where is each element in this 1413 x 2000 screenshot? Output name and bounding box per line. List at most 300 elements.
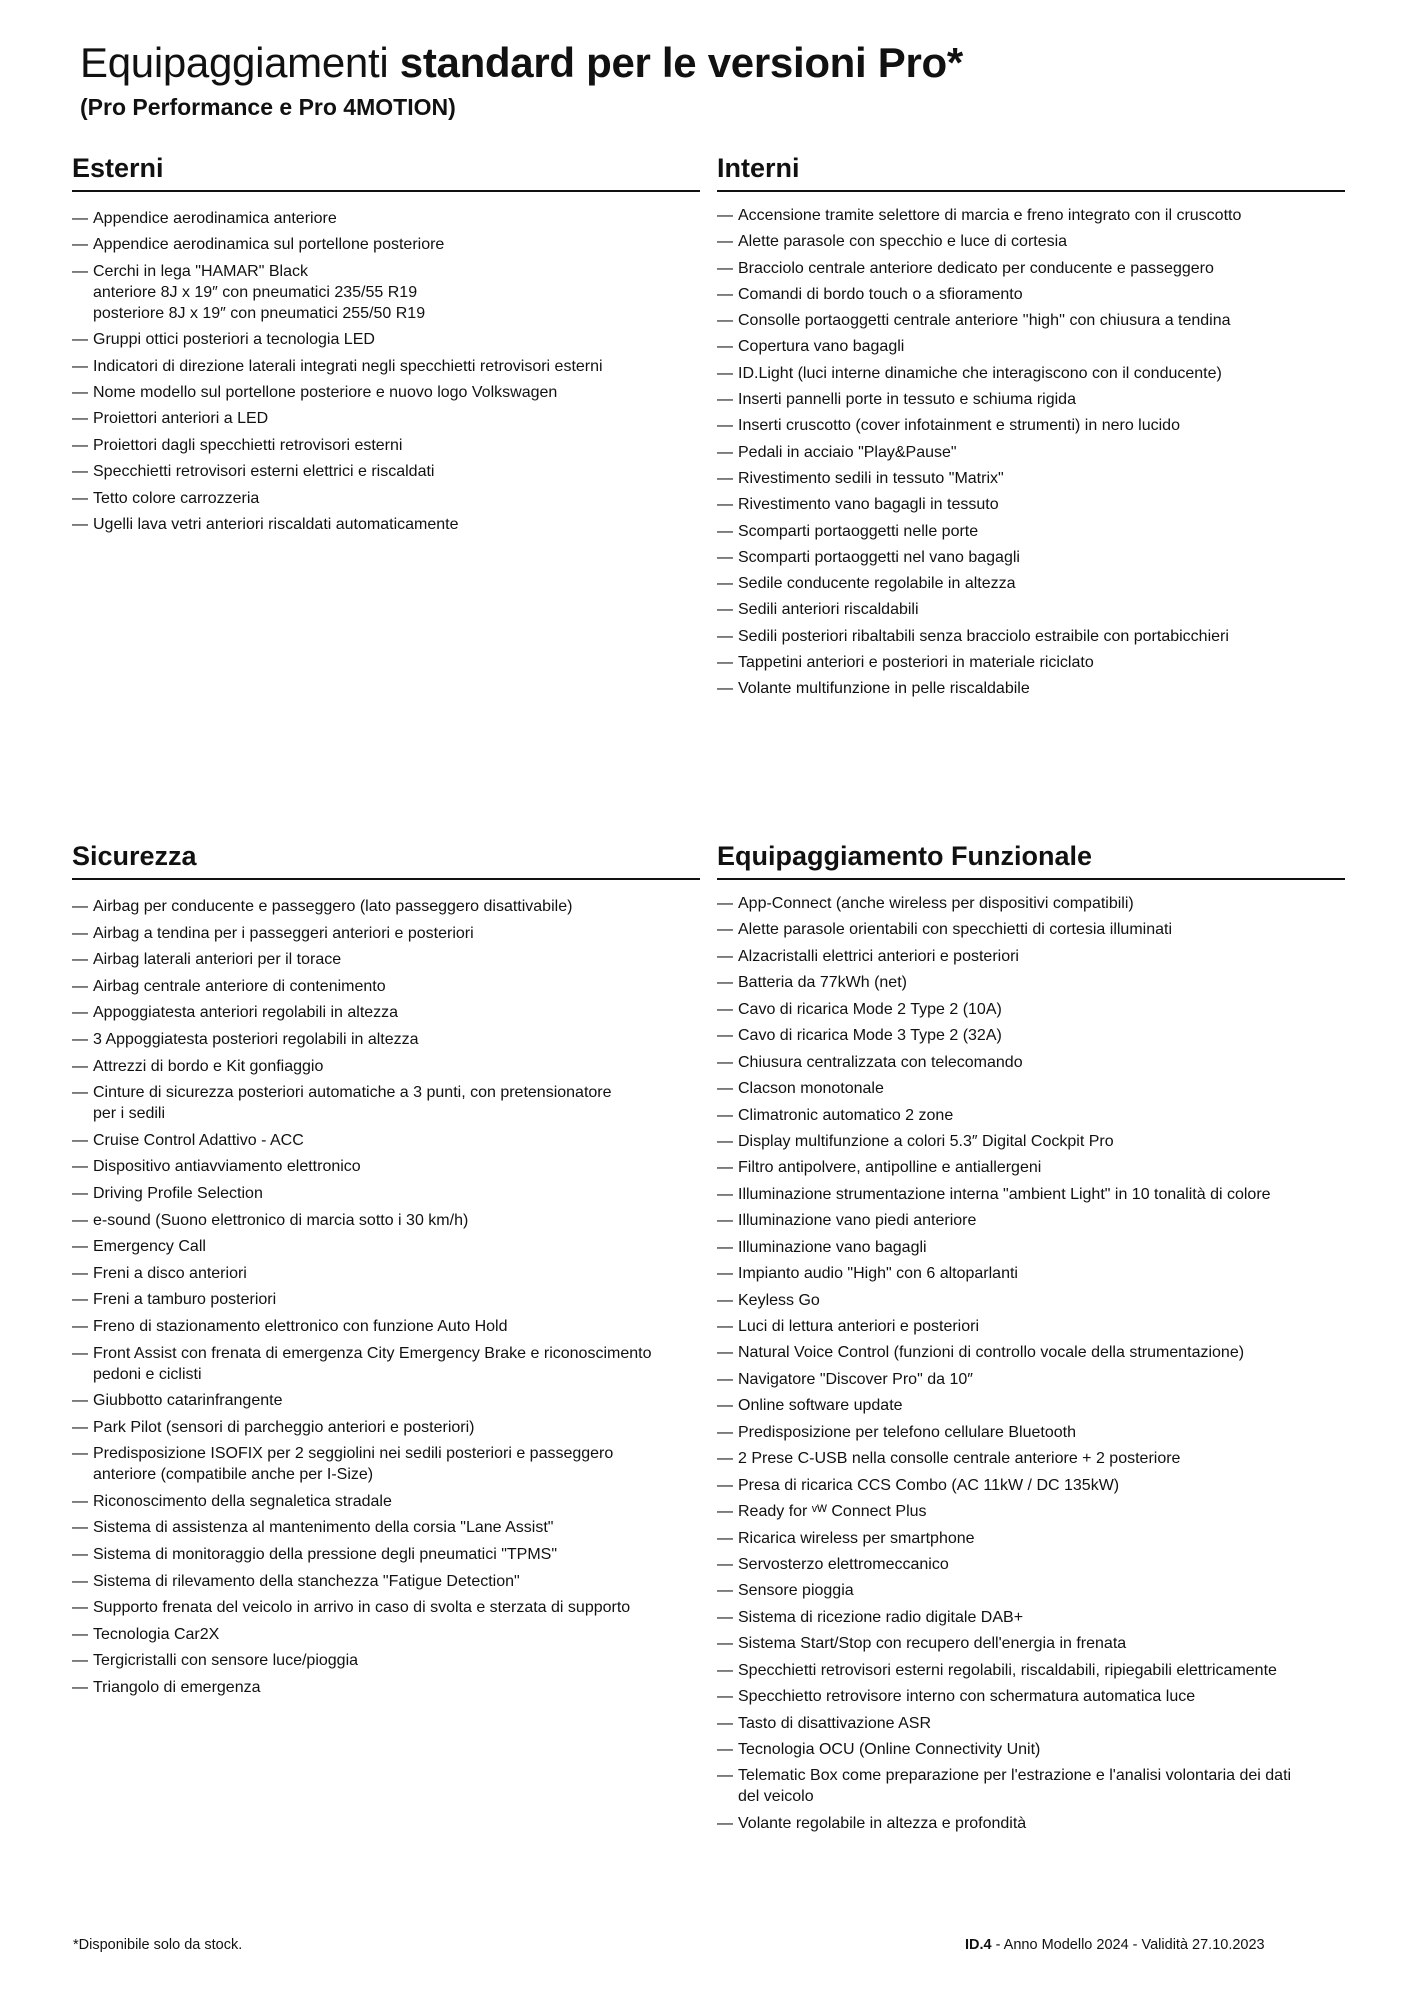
list-item — [717, 573, 1345, 594]
item-text: Luci di lettura anteriori e posteriori — [738, 1318, 980, 1335]
bullet-dash: — — [717, 654, 733, 672]
list-item — [717, 310, 1345, 331]
bullet-dash: — — [717, 259, 733, 277]
bullet-dash: — — [72, 1418, 88, 1436]
item-text: e-sound (Suono elettronico di marcia sotto i 30 km/h) — [93, 1211, 469, 1229]
item-text: Sistema Start/Stop con recupero dell'energia in frenata — [738, 1635, 1127, 1653]
list-item — [717, 1131, 1345, 1152]
item-text: Ricarica wireless per smartphone — [738, 1529, 975, 1547]
section-title-interni: Interni — [717, 150, 1345, 192]
item-text: Freni a disco anteriori — [93, 1264, 247, 1282]
item-text: Inserti cruscotto (cover infotainment e strumenti) in nero lucido — [738, 417, 1180, 435]
list-item — [72, 1130, 700, 1151]
item-text: Nome modello sul portellone posteriore e nuovo logo Volkswagen — [93, 383, 558, 401]
list-item — [717, 1184, 1345, 1205]
item-text: Sistema di monitoraggio della pressione degli pneumatici "TPMS" — [93, 1546, 558, 1564]
item-text: Sistema di ricezione radio digitale DAB+ — [738, 1608, 1024, 1626]
bullet-dash: — — [72, 436, 88, 454]
item-text: Volante multifunzione in pelle riscaldabile — [738, 680, 1030, 698]
item-text: Cruise Control Adattivo - ACC — [93, 1131, 304, 1149]
list-item — [717, 415, 1345, 436]
list-item — [717, 1105, 1345, 1126]
bullet-dash: — — [717, 1291, 733, 1309]
list-item — [72, 208, 700, 229]
item-text: Tasto di disattivazione ASR — [738, 1714, 931, 1732]
bullet-dash: — — [717, 1635, 733, 1653]
item-text: Alette parasole orientabili con specchietti di cortesia illuminati — [738, 921, 1172, 939]
list-item — [717, 1342, 1345, 1363]
item-text: Front Assist con frenata di emergenza City Emergency Brake e riconoscimento — [93, 1344, 652, 1362]
bullet-dash: — — [72, 1291, 88, 1309]
bullet-dash: — — [72, 1572, 88, 1590]
item-text: Sensore pioggia — [738, 1582, 854, 1600]
list-item — [72, 435, 700, 456]
list-item — [717, 1369, 1345, 1390]
bullet-dash: — — [717, 680, 733, 698]
list-item — [717, 1395, 1345, 1416]
item-text: Consolle portaoggetti centrale anteriore ''high'' con chiusura a tendina — [738, 312, 1231, 330]
list-item — [717, 599, 1345, 620]
bullet-dash: — — [72, 489, 88, 507]
list-item — [717, 1263, 1345, 1284]
list-item — [72, 1443, 700, 1485]
bullet-dash: — — [717, 1318, 733, 1335]
item-text: Sedili posteriori ribaltabili senza bracciolo estraibile con portabicchieri — [738, 627, 1229, 645]
footer-info — [965, 1936, 1265, 1954]
bullet-dash: — — [717, 1423, 733, 1441]
page-title-bold: standard per le versioni Pro* — [399, 39, 963, 86]
list-item — [717, 1765, 1345, 1807]
list-item — [717, 1660, 1345, 1681]
bullet-dash: — — [72, 1238, 88, 1256]
bullet-dash: — — [717, 1132, 733, 1150]
item-text: Alette parasole con specchio e luce di cortesia — [738, 233, 1068, 251]
list-item — [717, 1607, 1345, 1628]
list-item — [717, 258, 1345, 279]
bullet-dash: — — [72, 1679, 88, 1697]
item-text: Copertura vano bagagli — [738, 338, 905, 356]
item-text: Proiettori anteriori a LED — [93, 410, 269, 428]
bullet-dash: — — [717, 601, 733, 619]
bullet-dash: — — [72, 210, 88, 227]
list-item — [717, 1501, 1345, 1522]
item-text: Scomparti portaoggetti nelle porte — [738, 522, 979, 540]
bullet-dash: — — [717, 496, 733, 514]
list-item — [72, 408, 700, 429]
bullet-dash: — — [717, 443, 733, 461]
bullet-dash: — — [72, 262, 88, 280]
bullet-dash: — — [72, 331, 88, 349]
item-text: Dispositivo antiavviamento elettronico — [93, 1158, 361, 1176]
list-item — [72, 514, 700, 535]
bullet-dash: — — [72, 1625, 88, 1643]
item-text: Triangolo di emergenza — [93, 1679, 261, 1697]
item-text: Airbag a tendina per i passeggeri anteriori e posteriori — [93, 924, 474, 942]
bullet-dash: — — [72, 1057, 88, 1075]
bullet-dash: — — [72, 1317, 88, 1335]
list-item — [717, 284, 1345, 305]
bullet-dash: — — [717, 1714, 733, 1732]
bullet-dash: — — [72, 515, 88, 533]
list-item — [72, 976, 700, 997]
section-title-funzionale: Equipaggiamento Funzionale — [717, 838, 1345, 880]
bullet-dash: — — [717, 1555, 733, 1573]
bullet-dash: — — [717, 233, 733, 251]
item-text: Appendice aerodinamica sul portellone posteriore — [93, 236, 445, 254]
item-text: Tappetini anteriori e posteriori in materiale riciclato — [738, 654, 1094, 672]
item-text: Sistema di rilevamento della stanchezza "Fatigue Detection" — [93, 1572, 520, 1590]
bullet-dash: — — [717, 364, 733, 382]
bullet-dash: — — [717, 1212, 733, 1230]
item-text: 2 Prese C-USB nella consolle centrale anteriore + 2 posteriore — [738, 1450, 1181, 1468]
item-text: Online software update — [738, 1397, 903, 1415]
item-text: Tecnologia OCU (Online Connectivity Unit) — [738, 1741, 1041, 1758]
bullet-dash: — — [72, 1546, 88, 1564]
item-text: Cerchi in lega "HAMAR" Black — [93, 262, 308, 280]
bullet-dash: — — [72, 1030, 88, 1048]
list-item — [717, 1813, 1345, 1834]
list-item — [717, 1210, 1345, 1231]
list-item — [717, 1078, 1345, 1099]
item-text: anteriore 8J x 19″ con pneumatici 235/55 R19 — [93, 283, 418, 301]
bullet-dash: — — [717, 1661, 733, 1679]
bullet-dash: — — [72, 1652, 88, 1670]
item-text: Riconoscimento della segnaletica stradale — [93, 1492, 392, 1510]
item-text: 3 Appoggiatesta posteriori regolabili in altezza — [93, 1030, 419, 1048]
list-item — [717, 1633, 1345, 1654]
bullet-dash: — — [717, 469, 733, 487]
item-text: Comandi di bordo touch o a sfioramento — [738, 285, 1023, 303]
item-text: posteriore 8J x 19″ con pneumatici 255/50 R19 — [93, 304, 426, 322]
item-text: Pedali in acciaio "Play&Pause" — [738, 443, 957, 461]
bullet-dash: — — [717, 1688, 733, 1706]
item-text: Appendice aerodinamica anteriore — [93, 210, 337, 227]
bullet-dash: — — [717, 1450, 733, 1468]
list-item — [72, 1517, 700, 1538]
item-text: Sistema di assistenza al mantenimento della corsia "Lane Assist" — [93, 1519, 554, 1537]
item-text: ID.Light (luci interne dinamiche che interagiscono con il conducente) — [738, 364, 1222, 382]
section-sicurezza — [72, 838, 700, 1704]
bullet-dash: — — [717, 1582, 733, 1600]
bullet-dash: — — [717, 312, 733, 330]
item-text: Sedili anteriori riscaldabili — [738, 601, 919, 619]
bullet-dash: — — [72, 1158, 88, 1176]
list-item — [72, 329, 700, 350]
list-item — [72, 1156, 700, 1177]
bullet-dash: — — [717, 1265, 733, 1283]
item-text: App-Connect (anche wireless per dispositivi compatibili) — [738, 895, 1134, 912]
bullet-dash: — — [717, 1000, 733, 1018]
list-item — [72, 1236, 700, 1257]
bullet-dash: — — [72, 1344, 88, 1362]
list-item — [72, 1183, 700, 1204]
list-item — [72, 488, 700, 509]
item-text: Scomparti portaoggetti nel vano bagagli — [738, 548, 1020, 566]
item-text: Illuminazione vano piedi anteriore — [738, 1212, 977, 1230]
bullet-dash: — — [717, 921, 733, 939]
bullet-dash: — — [717, 1238, 733, 1256]
list-item — [72, 1624, 700, 1645]
list-item — [72, 1056, 700, 1077]
list-item — [72, 1210, 700, 1231]
list-item — [717, 946, 1345, 967]
bullet-dash: — — [717, 1503, 733, 1521]
page-title — [80, 38, 963, 88]
list-funzionale — [717, 893, 1345, 1834]
item-text: Navigatore "Discover Pro" da 10″ — [738, 1370, 973, 1388]
list-item — [72, 1343, 700, 1385]
item-text: Supporto frenata del veicolo in arrivo in caso di svolta e sterzata di supporto — [93, 1599, 631, 1617]
item-text: Attrezzi di bordo e Kit gonfiaggio — [93, 1057, 324, 1075]
item-text: Telematic Box come preparazione per l'estrazione e l'analisi volontaria dei dati — [738, 1767, 1292, 1785]
item-text: Accensione tramite selettore di marcia e freno integrato con il cruscotto — [738, 207, 1242, 224]
list-item — [72, 1390, 700, 1411]
list-item — [72, 1263, 700, 1284]
list-item — [72, 949, 700, 970]
bullet-dash: — — [717, 1053, 733, 1071]
item-text: Freni a tamburo posteriori — [93, 1291, 277, 1309]
footer-validity: - Anno Modello 2024 - Validità 27.10.2023 — [991, 1937, 1265, 1953]
section-interni — [717, 150, 1345, 705]
bullet-dash: — — [717, 947, 733, 965]
bullet-dash: — — [72, 1492, 88, 1510]
bullet-dash: — — [717, 1741, 733, 1758]
item-text: Chiusura centralizzata con telecomando — [738, 1053, 1023, 1071]
bullet-dash: — — [717, 1370, 733, 1388]
item-text: Park Pilot (sensori di parcheggio anteriori e posteriori) — [93, 1418, 475, 1436]
list-item — [717, 1713, 1345, 1734]
bullet-dash: — — [717, 974, 733, 992]
list-item — [717, 205, 1345, 226]
section-esterni — [72, 150, 700, 540]
bullet-dash: — — [717, 1106, 733, 1124]
bullet-dash: — — [72, 898, 88, 915]
list-esterni — [72, 208, 700, 535]
item-text: Gruppi ottici posteriori a tecnologia LED — [93, 331, 375, 349]
item-text: Predisposizione ISOFIX per 2 seggiolini nei sedili posteriori e passeggero — [93, 1445, 614, 1463]
item-text: Natural Voice Control (funzioni di controllo vocale della strumentazione) — [738, 1344, 1245, 1362]
list-item — [717, 1448, 1345, 1469]
bullet-dash: — — [72, 236, 88, 254]
list-item — [717, 547, 1345, 568]
list-item — [717, 1157, 1345, 1178]
item-text: Airbag centrale anteriore di contenimento — [93, 977, 386, 995]
list-item — [72, 1571, 700, 1592]
section-funzionale — [717, 838, 1345, 1839]
list-interni — [717, 205, 1345, 699]
bullet-dash: — — [717, 1159, 733, 1177]
bullet-dash: — — [72, 1184, 88, 1202]
list-item — [72, 356, 700, 377]
bullet-dash: — — [717, 285, 733, 303]
item-text: Presa di ricarica CCS Combo (AC 11kW / DC 135kW) — [738, 1476, 1120, 1494]
list-item — [72, 1029, 700, 1050]
bullet-dash: — — [72, 1445, 88, 1463]
list-item — [72, 896, 700, 917]
item-text: Illuminazione strumentazione interna "ambient Light" in 10 tonalità di colore — [738, 1185, 1271, 1203]
list-item — [72, 234, 700, 255]
item-text: Specchietti retrovisori esterni elettrici e riscaldati — [93, 463, 435, 481]
list-item — [717, 494, 1345, 515]
bullet-dash: — — [72, 1131, 88, 1149]
item-text: Alzacristalli elettrici anteriori e posteriori — [738, 947, 1019, 965]
list-item — [717, 1528, 1345, 1549]
item-text: Tergicristalli con sensore luce/pioggia — [93, 1652, 359, 1670]
list-item — [717, 521, 1345, 542]
bullet-dash: — — [72, 463, 88, 481]
bullet-dash: — — [72, 1004, 88, 1022]
item-text: Tetto colore carrozzeria — [93, 489, 260, 507]
item-text: Volante regolabile in altezza e profondità — [738, 1814, 1027, 1832]
bullet-dash: — — [717, 1027, 733, 1045]
item-text: Inserti pannelli porte in tessuto e schiuma rigida — [738, 391, 1076, 409]
item-text: Cavo di ricarica Mode 3 Type 2 (32A) — [738, 1027, 1002, 1045]
list-item — [72, 1491, 700, 1512]
list-item — [72, 1316, 700, 1337]
item-text: Proiettori dagli specchietti retrovisori esterni — [93, 436, 403, 454]
list-item — [717, 919, 1345, 940]
list-sicurezza — [72, 896, 700, 1698]
item-text: Appoggiatesta anteriori regolabili in altezza — [93, 1004, 399, 1022]
bullet-dash: — — [72, 1392, 88, 1410]
list-item — [717, 468, 1345, 489]
list-item — [72, 1650, 700, 1671]
item-text: Servosterzo elettromeccanico — [738, 1555, 949, 1573]
bullet-dash: — — [717, 207, 733, 224]
list-item — [717, 1554, 1345, 1575]
list-item — [717, 652, 1345, 673]
bullet-dash: — — [717, 895, 733, 912]
list-item — [717, 1475, 1345, 1496]
bullet-dash: — — [72, 383, 88, 401]
bullet-dash: — — [72, 951, 88, 969]
bullet-dash: — — [717, 1476, 733, 1494]
bullet-dash: — — [72, 1519, 88, 1537]
item-text: Ready for ᵛᵂ Connect Plus — [738, 1503, 927, 1521]
item-text: Rivestimento vano bagagli in tessuto — [738, 496, 999, 514]
bullet-dash: — — [72, 1084, 88, 1102]
section-title-sicurezza: Sicurezza — [72, 838, 700, 880]
list-item — [72, 1597, 700, 1618]
list-item — [72, 1677, 700, 1698]
item-text: Climatronic automatico 2 zone — [738, 1106, 954, 1124]
item-text: del veicolo — [738, 1788, 814, 1806]
bullet-dash: — — [717, 338, 733, 356]
bullet-dash: — — [717, 417, 733, 435]
item-text: Indicatori di direzione laterali integrati negli specchietti retrovisori esterni — [93, 357, 603, 375]
bullet-dash: — — [717, 575, 733, 593]
bullet-dash: — — [717, 1080, 733, 1098]
bullet-dash: — — [717, 1814, 733, 1832]
list-item — [717, 626, 1345, 647]
bullet-dash: — — [717, 522, 733, 540]
item-text: Cinture di sicurezza posteriori automatiche a 3 punti, con pretensionatore — [93, 1084, 612, 1102]
bullet-dash: — — [72, 1599, 88, 1617]
item-text: Freno di stazionamento elettronico con funzione Auto Hold — [93, 1317, 508, 1335]
bullet-dash: — — [717, 1344, 733, 1362]
bullet-dash: — — [717, 1397, 733, 1415]
item-text: anteriore (compatibile anche per I-Size) — [93, 1466, 374, 1484]
list-item — [717, 442, 1345, 463]
list-item — [72, 382, 700, 403]
item-text: Specchietto retrovisore interno con schermatura automatica luce — [738, 1688, 1196, 1706]
item-text: Keyless Go — [738, 1291, 820, 1309]
item-text: per i sedili — [93, 1105, 166, 1123]
item-text: Tecnologia Car2X — [93, 1625, 220, 1643]
list-item — [717, 1052, 1345, 1073]
list-item — [72, 261, 700, 324]
bullet-dash: — — [72, 357, 88, 375]
list-item — [717, 1739, 1345, 1760]
item-text: Ugelli lava vetri anteriori riscaldati automaticamente — [93, 515, 459, 533]
item-text: Emergency Call — [93, 1238, 206, 1256]
footer-model: ID.4 — [965, 1937, 992, 1953]
item-text: Predisposizione per telefono cellulare Bluetooth — [738, 1423, 1076, 1441]
page-subtitle: (Pro Performance e Pro 4MOTION) — [80, 94, 456, 120]
list-item — [72, 1082, 700, 1124]
list-item — [717, 1316, 1345, 1337]
item-text: pedoni e ciclisti — [93, 1365, 202, 1383]
item-text: Giubbotto catarinfrangente — [93, 1392, 283, 1410]
bullet-dash: — — [72, 1211, 88, 1229]
bullet-dash: — — [72, 1264, 88, 1282]
list-item — [717, 1237, 1345, 1258]
item-text: Airbag laterali anteriori per il torace — [93, 951, 342, 969]
bullet-dash: — — [717, 627, 733, 645]
list-item — [72, 461, 700, 482]
bullet-dash: — — [717, 1529, 733, 1547]
bullet-dash: — — [72, 410, 88, 428]
item-text: Driving Profile Selection — [93, 1184, 263, 1202]
list-item — [717, 1025, 1345, 1046]
footer-note: *Disponibile solo da stock. — [73, 1937, 243, 1953]
list-item — [717, 1580, 1345, 1601]
list-item — [717, 389, 1345, 410]
bullet-dash: — — [72, 924, 88, 942]
item-text: Cavo di ricarica Mode 2 Type 2 (10A) — [738, 1000, 1002, 1018]
bullet-dash: — — [717, 1767, 733, 1785]
bullet-dash: — — [717, 548, 733, 566]
item-text: Batteria da 77kWh (net) — [738, 974, 907, 992]
bullet-dash: — — [717, 1608, 733, 1626]
list-item — [717, 231, 1345, 252]
item-text: Impianto audio "High" con 6 altoparlanti — [738, 1265, 1018, 1283]
list-item — [717, 363, 1345, 384]
bullet-dash: — — [717, 391, 733, 409]
list-item — [717, 1422, 1345, 1443]
list-item — [717, 999, 1345, 1020]
list-item — [717, 893, 1345, 914]
item-text: Bracciolo centrale anteriore dedicato per conducente e passeggero — [738, 259, 1214, 277]
item-text: Rivestimento sedili in tessuto "Matrix" — [738, 469, 1004, 487]
bullet-dash: — — [717, 1185, 733, 1203]
list-item — [72, 1417, 700, 1438]
list-item — [72, 1289, 700, 1310]
list-item — [717, 972, 1345, 993]
item-text: Display multifunzione a colori 5.3″ Digital Cockpit Pro — [738, 1132, 1114, 1150]
item-text: Filtro antipolvere, antipolline e antiallergeni — [738, 1159, 1042, 1177]
page-title-light: Equipaggiamenti — [80, 39, 400, 86]
item-text: Sedile conducente regolabile in altezza — [738, 575, 1016, 593]
item-text: Clacson monotonale — [738, 1080, 884, 1098]
list-item — [717, 1686, 1345, 1707]
list-item — [72, 923, 700, 944]
item-text: Airbag per conducente e passeggero (lato passeggero disattivabile) — [93, 898, 573, 915]
list-item — [717, 336, 1345, 357]
item-text: Specchietti retrovisori esterni regolabili, riscaldabili, ripiegabili elettricamente — [738, 1661, 1277, 1679]
bullet-dash: — — [72, 977, 88, 995]
list-item — [717, 678, 1345, 699]
